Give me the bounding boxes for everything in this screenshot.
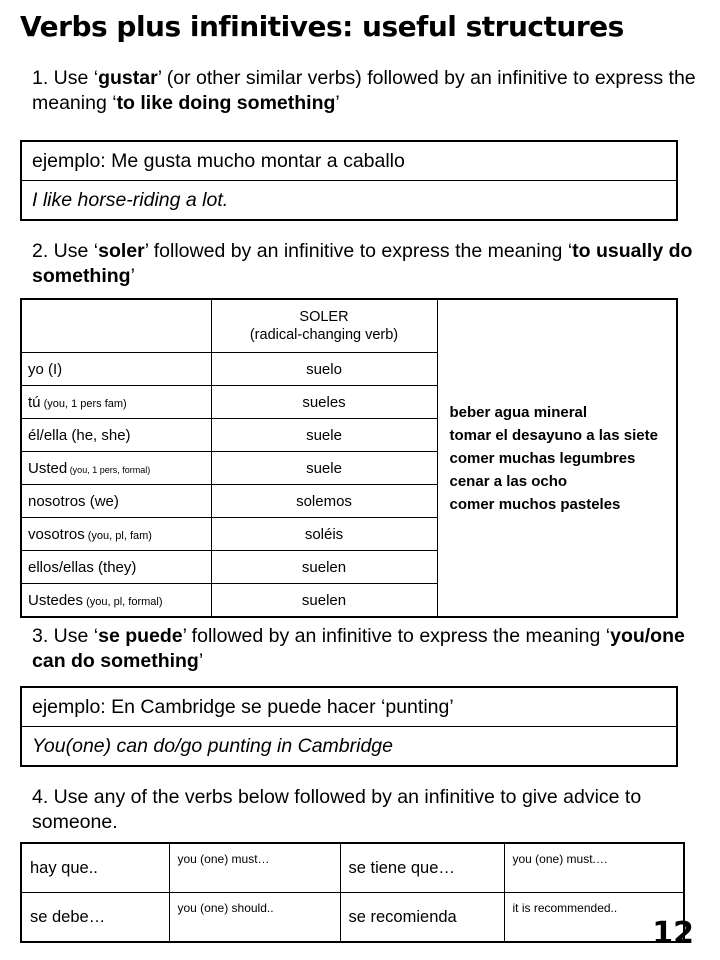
activity-item: tomar el desayuno a las siete [449, 426, 658, 444]
section-2-instruction [32, 239, 702, 289]
verb-form: solemos [211, 485, 437, 518]
s1-keyword: gustar [98, 67, 158, 89]
s1-post: ’ [335, 92, 340, 114]
s3-post: ’ [198, 650, 204, 672]
example-3-spanish: ejemplo: En Cambridge se puede hacer ‘punting’ [32, 696, 454, 718]
example-1-english: I like horse-riding a lot. [22, 180, 676, 219]
s3-meaning: you/one can do something [32, 625, 685, 672]
pronoun: ellos/ellas (they) [28, 558, 137, 576]
soler-conjugation-table [20, 298, 678, 618]
verb-form: suelo [211, 353, 437, 386]
section-1-instruction [32, 66, 702, 116]
soler-header [211, 299, 437, 353]
pronoun: tú [28, 393, 41, 411]
page-title: Verbs plus infinitives: useful structures [20, 10, 624, 43]
example-3-english: You(one) can do/go punting in Cambridge [22, 726, 676, 765]
pronoun: él/ella (he, she) [28, 426, 131, 444]
verb-form: soléis [211, 518, 437, 551]
soler-header-note: (radical-changing verb) [249, 327, 399, 343]
table-row [21, 893, 684, 943]
soler-header-verb: SOLER [299, 309, 349, 325]
verb-form: suelen [211, 551, 437, 584]
advice-phrase: se tiene que… [340, 843, 504, 893]
pronoun: Ustedes [28, 591, 84, 609]
activity-item: comer muchos pasteles [449, 495, 621, 513]
advice-phrase: se recomienda [340, 893, 504, 943]
advice-meaning: you (one) should.. [169, 893, 340, 943]
advice-table [20, 842, 685, 943]
s1-pre: 1. Use ‘ [32, 67, 99, 89]
s2-pre: 2. Use ‘ [32, 240, 99, 262]
pronoun-note: (you, pl, formal) [83, 595, 163, 608]
advice-meaning: you (one) must… [169, 843, 340, 893]
activity-item: cenar a las ocho [449, 472, 568, 490]
advice-meaning: you (one) must.… [504, 843, 684, 893]
section-3-instruction [32, 624, 702, 674]
activity-item: beber agua mineral [449, 403, 588, 421]
pronoun-note: (you, pl, fam) [84, 529, 152, 542]
advice-phrase: hay que.. [21, 843, 169, 893]
s1-mid: ’ (or other similar verbs) followed by an infinitive to express the meaning ‘ [32, 67, 696, 114]
s2-meaning: to usually do something [32, 240, 693, 287]
s3-mid: ’ followed by an infinitive to express the meaning ‘ [182, 625, 611, 647]
page-number: 12 [652, 916, 694, 951]
example-box-1 [20, 140, 678, 221]
table-row [21, 843, 684, 893]
s3-keyword: se puede [98, 625, 183, 647]
pronoun: yo (I) [28, 360, 63, 378]
verb-form: suelen [211, 584, 437, 618]
example-box-3 [20, 686, 678, 767]
advice-meaning: it is recommended.. [504, 893, 684, 943]
verb-form: suele [211, 419, 437, 452]
pronoun-note: (you, 1 pers fam) [40, 397, 127, 410]
activity-item: comer muchas legumbres [449, 449, 636, 467]
s2-keyword: soler [98, 240, 145, 262]
s1-meaning: to like doing something [116, 92, 336, 114]
s2-mid: ’ followed by an infinitive to express the meaning ‘ [144, 240, 573, 262]
verb-form: suele [211, 452, 437, 485]
pronoun-note: (you, 1 pers, formal) [67, 464, 151, 475]
pronoun: nosotros (we) [28, 492, 119, 510]
section-4-instruction: 4. Use any of the verbs below followed by an infinitive to give advice to someone. [32, 786, 642, 833]
activities-list [437, 299, 677, 617]
verb-form: sueles [211, 386, 437, 419]
pronoun: vosotros [28, 525, 85, 543]
advice-phrase: se debe… [21, 893, 169, 943]
s3-pre: 3. Use ‘ [32, 625, 99, 647]
pronoun: Usted [28, 459, 68, 477]
example-1-spanish: ejemplo: Me gusta mucho montar a caballo [32, 150, 405, 172]
s2-post: ’ [130, 265, 135, 287]
table-corner-cell [21, 299, 211, 353]
